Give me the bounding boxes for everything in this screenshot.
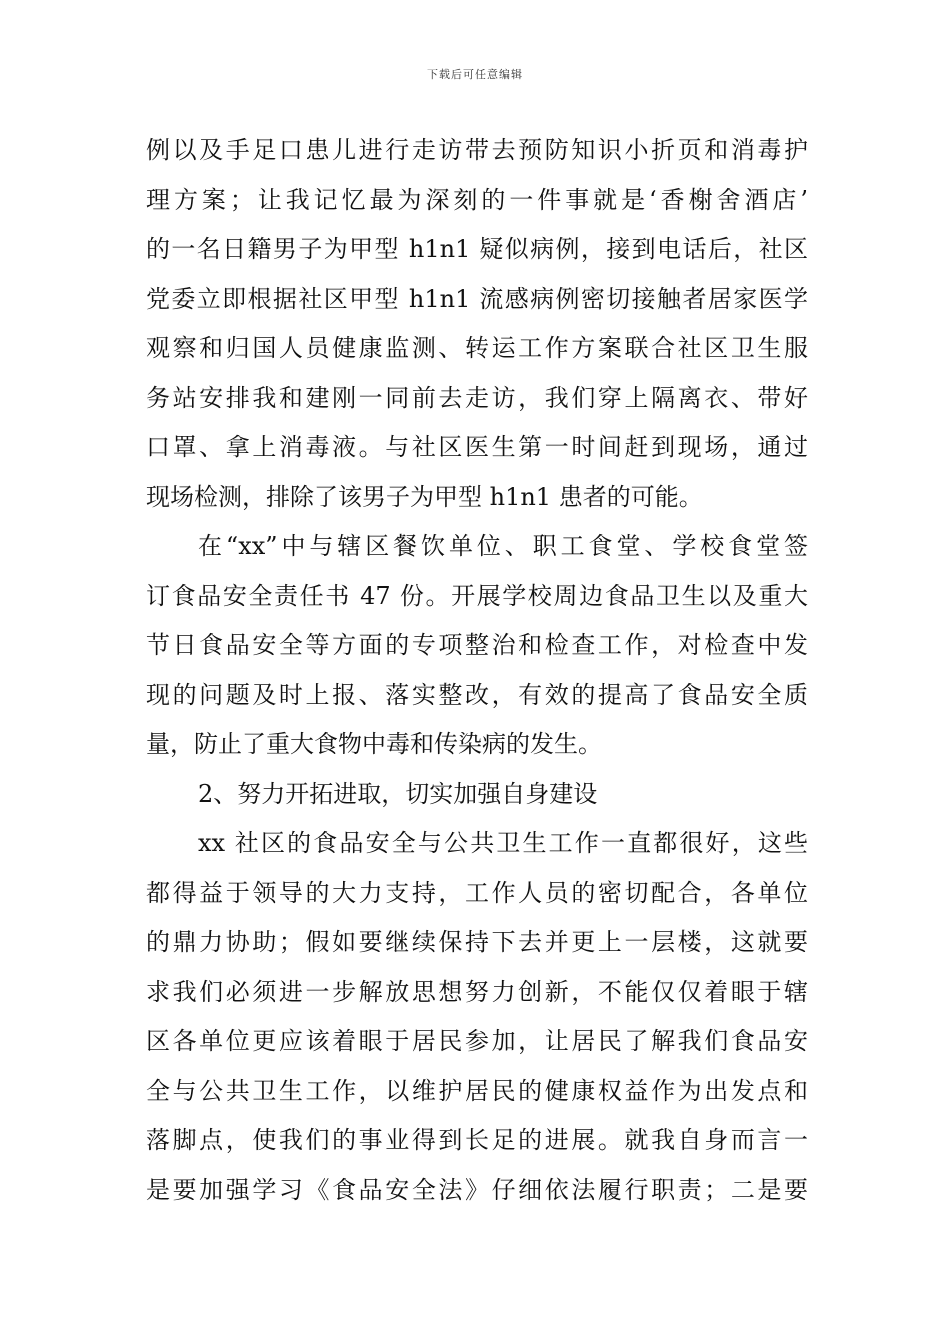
text-line: xx 社区的食品安全与公共卫生工作一直都很好，这些: [198, 829, 808, 857]
text-line: 都得益于领导的大力支持，工作人员的密切配合，各单位: [146, 878, 808, 907]
text-line: 口罩、拿上消毒液。与社区医生第一时间赶到现场，通过: [146, 433, 808, 461]
text-line: 区各单位更应该着眼于居民参加，让居民了解我们食品安: [146, 1027, 808, 1055]
text-line: 在“xx”中与辖区餐饮单位、职工食堂、学校食堂签: [198, 532, 808, 560]
text-line: 现的问题及时上报、落实整改，有效的提高了食品安全质: [146, 680, 808, 709]
text-line: 的鼎力协助；假如要继续保持下去并更上一层楼，这就要: [146, 928, 808, 956]
text-line: 量，防止了重大食物中毒和传染病的发生。: [146, 730, 602, 758]
text-line: 节日食品安全等方面的专项整治和检查工作，对检查中发: [146, 631, 808, 659]
text-line: 务站安排我和建刚一同前去走访，我们穿上隔离衣、带好: [146, 383, 808, 412]
text-line: 理方案；让我记忆最为深刻的一件事就是‘香榭舍酒店’: [146, 185, 808, 214]
text-line: 现场检测，排除了该男子为甲型 h1n1 患者的可能。: [146, 482, 703, 511]
text-line: 落脚点，使我们的事业得到长足的进展。就我自身而言一: [146, 1126, 808, 1154]
text-line: 求我们必须进一步解放思想努力创新，不能仅仅着眼于辖: [146, 977, 808, 1006]
document-body: [146, 126, 808, 1215]
page-header: 下载后可任意编辑: [427, 68, 523, 81]
text-line: 2、努力开拓进取，切实加强自身建设: [198, 779, 598, 808]
text-line: 例以及手足口患儿进行走访带去预防知识小折页和消毒护: [146, 136, 808, 164]
text-line: 是要加强学习《食品安全法》仔细依法履行职责；二是要: [146, 1175, 808, 1204]
text-line: 党委立即根据社区甲型 h1n1 流感病例密切接触者居家医学: [146, 284, 808, 313]
text-line: 全与公共卫生工作，以维护居民的健康权益作为出发点和: [146, 1076, 808, 1105]
text-line: 订食品安全责任书 47 份。开展学校周边食品卫生以及重大: [146, 581, 808, 610]
text-line: 的一名日籍男子为甲型 h1n1 疑似病例，接到电话后，社区: [146, 235, 808, 263]
text-line: 观察和归国人员健康监测、转运工作方案联合社区卫生服: [146, 334, 808, 362]
